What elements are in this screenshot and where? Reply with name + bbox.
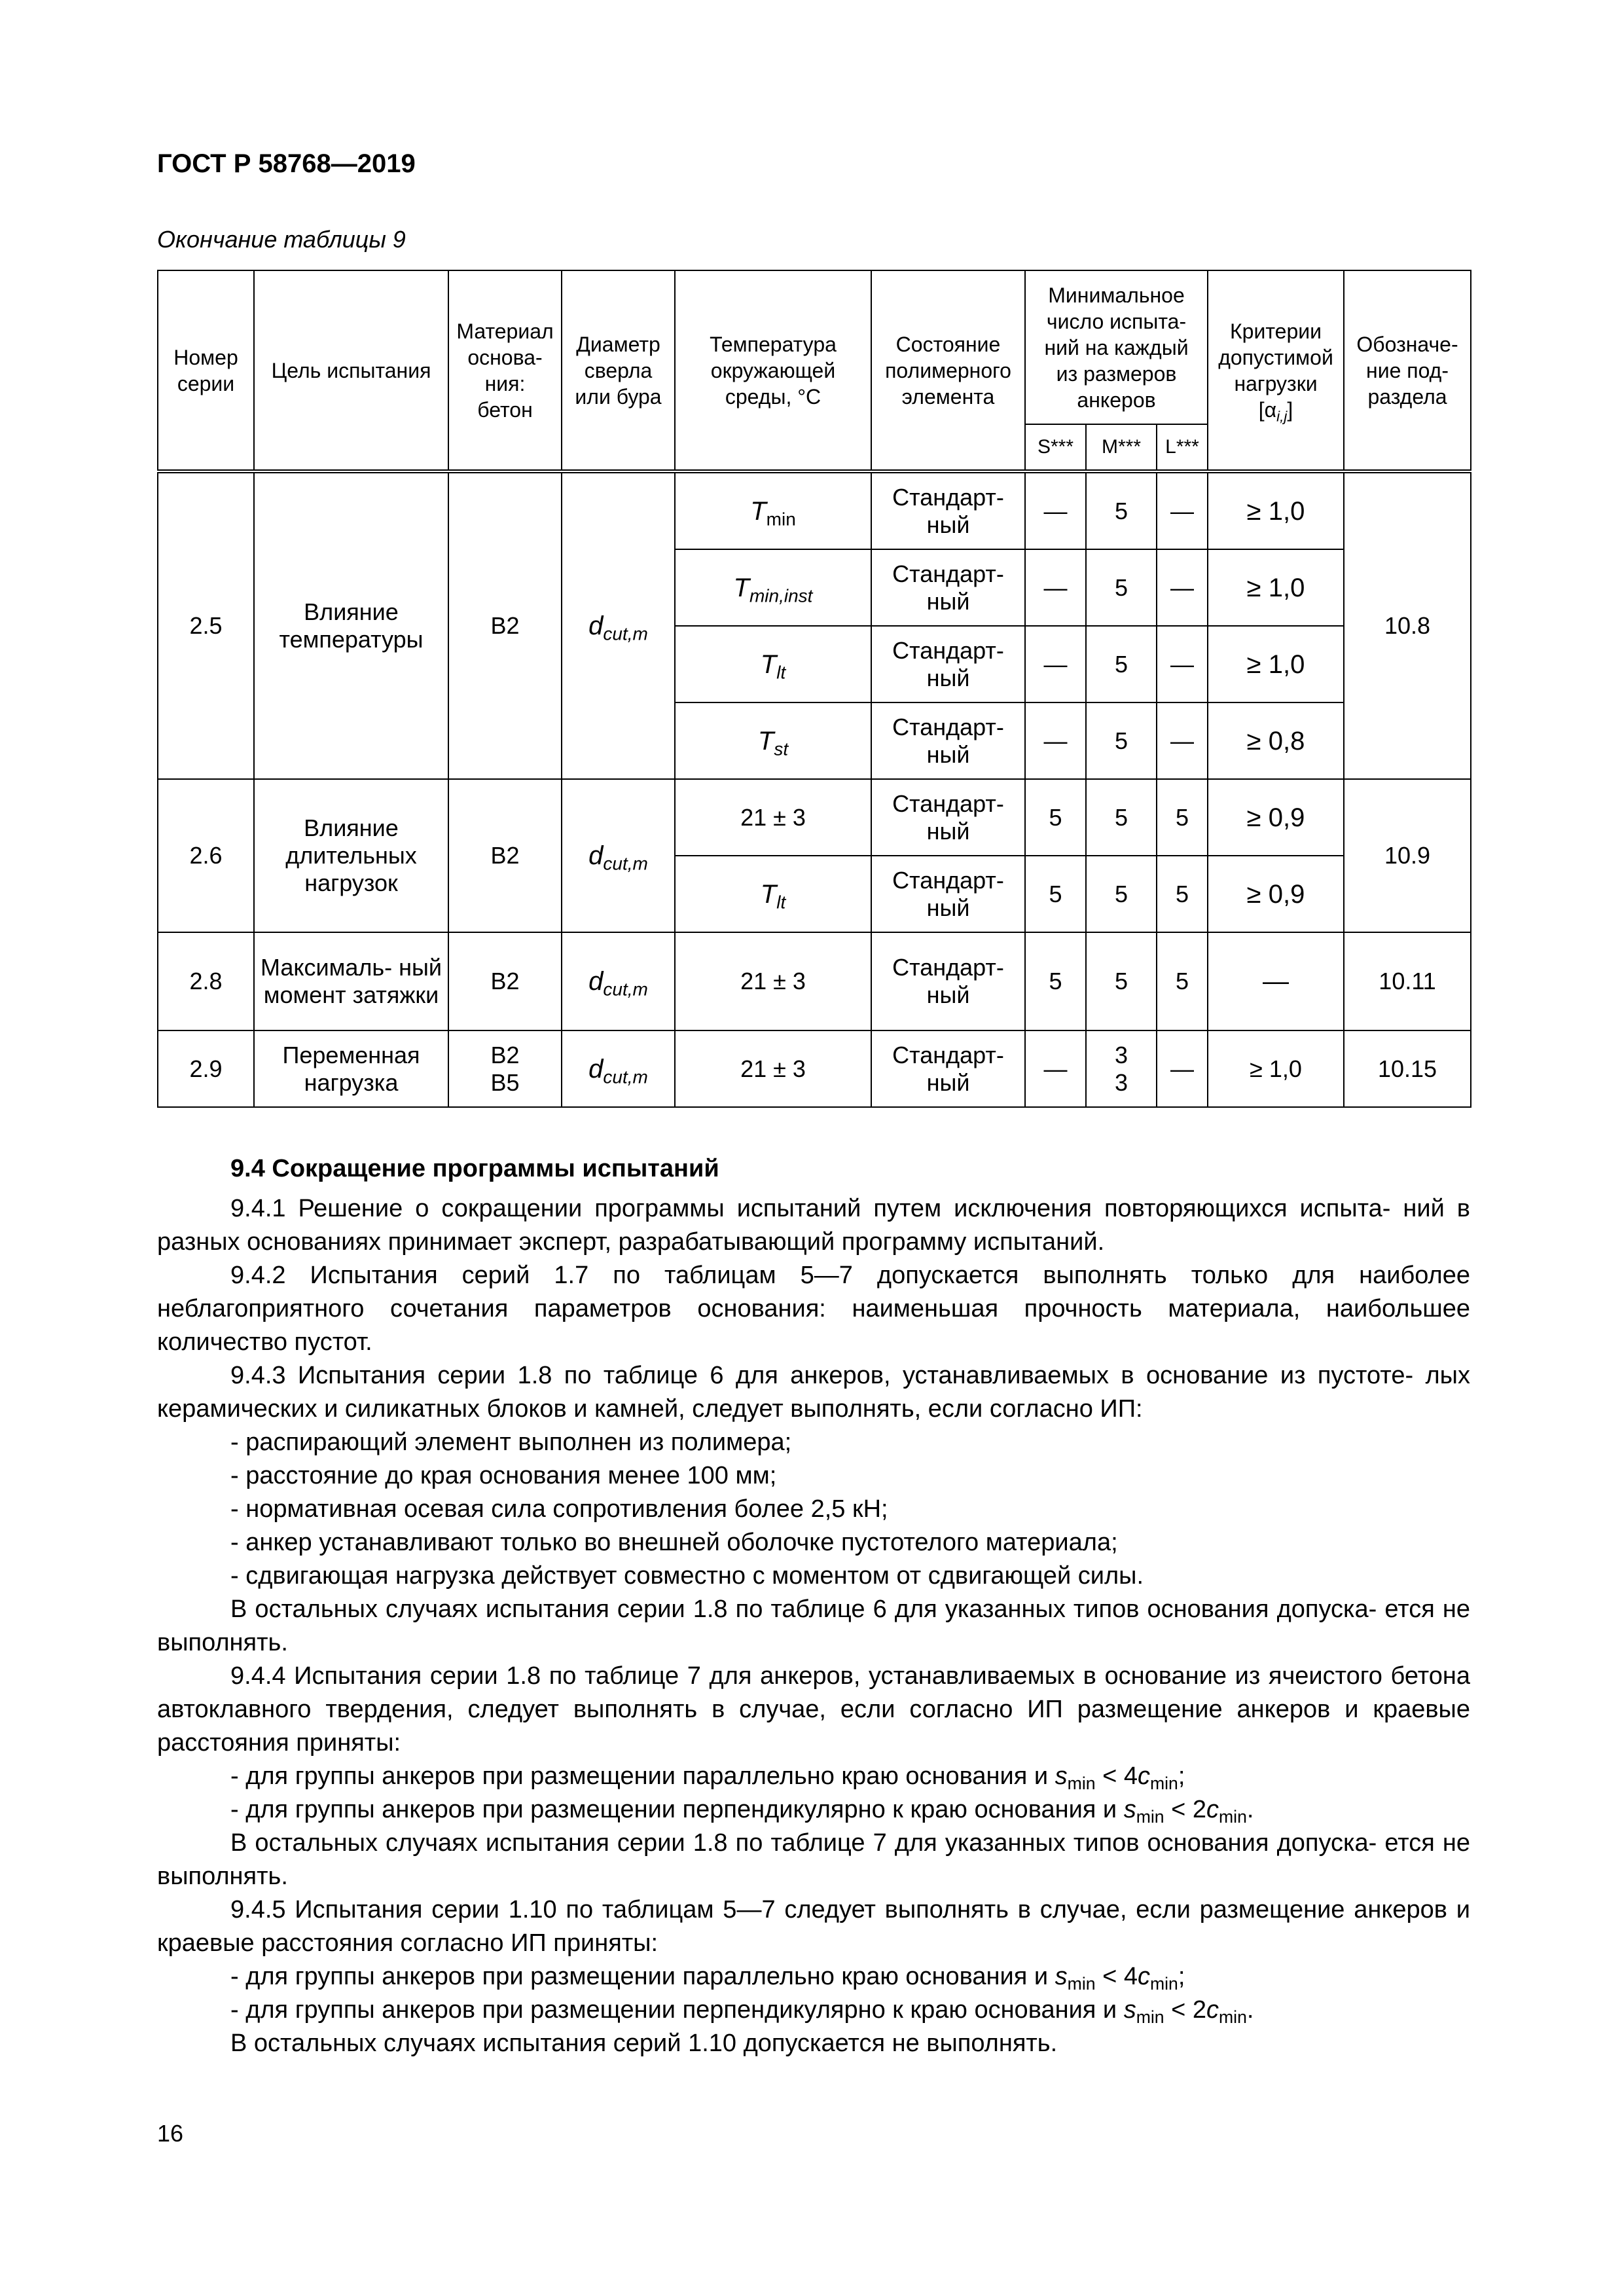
goal-cell: Переменная нагрузка [254, 1030, 448, 1107]
subsection-cell: 10.11 [1344, 932, 1471, 1030]
list-item: - анкер устанавливают только во внешней оболочке пустотелого материала; [230, 1529, 1118, 1556]
criteria-cell: ≥ 0,9 [1208, 856, 1344, 932]
header-diameter: Диаметр сверла или бура [562, 270, 675, 471]
paragraph-9-4-4: 9.4.4 Испытания серии 1.8 по таблице 7 для анкеров, устанавливаемых в основание из ячеистого бетона автоклавного твердения, следует выполнять в случае, если согласно ИП размещение анкеров и краевые расстояния приняты: [157, 1662, 1470, 1757]
header-series: Номер серии [158, 270, 254, 471]
goal-cell: Максималь- ный момент затяжки [254, 932, 448, 1030]
header-state: Состояние полимерного элемента [871, 270, 1025, 471]
material-cell: B2 [448, 932, 562, 1030]
document-code: ГОСТ Р 58768—2019 [157, 149, 416, 178]
state-cell: Стандарт- ный [871, 932, 1025, 1030]
size-s-cell: — [1025, 626, 1086, 702]
list-item: - для группы анкеров при размещении параллельно краю основания и $s_{min} < 4c_{min}$; [230, 1762, 1185, 1793]
temperature-cell: $T_{lt}$ [675, 856, 871, 932]
size-l-cell: — [1157, 626, 1208, 702]
size-s-cell: — [1025, 702, 1086, 779]
paragraph-9-4-5: 9.4.5 Испытания серии 1.10 по таблицам 5—7 следует выполнять в случае, если размещение анкеров и краевые расстояния согласно ИП приняты: [157, 1896, 1470, 1957]
temperature-cell: $T_{min,inst}$ [675, 549, 871, 626]
header-criteria: Критерии допустимой нагрузки $[\alpha_{i,j}]$ [1208, 270, 1344, 471]
criteria-cell: ≥ 1,0 [1208, 471, 1344, 549]
state-cell: Стандарт- ный [871, 702, 1025, 779]
list-item: - сдвигающая нагрузка действует совместно с моментом от сдвигающей силы. [230, 1562, 1144, 1590]
size-l-cell: 5 [1157, 932, 1208, 1030]
header-size-m: M*** [1086, 424, 1157, 471]
subsection-cell: 10.9 [1344, 779, 1471, 932]
section-heading: 9.4 Сокращение программы испытаний [230, 1155, 719, 1182]
paragraph-9-4-5-end: В остальных случаях испытания серий 1.10 допускается не выполнять. [230, 2030, 1058, 2057]
criteria-cell: ≥ 0,9 [1208, 779, 1344, 856]
paragraph-9-4-2: 9.4.2 Испытания серий 1.7 по таблицам 5—7 допускается выполнять только для наиболее неблагоприятного сочетания параметров основания: наименьшая прочность материала, наибольшее количество пустот. [157, 1262, 1470, 1356]
size-l-cell: 5 [1157, 779, 1208, 856]
diameter-cell: $d_{cut,m}$ [562, 932, 675, 1030]
list-item: - расстояние до края основания менее 100 мм; [230, 1462, 777, 1489]
header-size-l: L*** [1157, 424, 1208, 471]
header-size-s: S*** [1025, 424, 1086, 471]
header-material: Материал основа- ния: бетон [448, 270, 562, 471]
state-cell: Стандарт- ный [871, 779, 1025, 856]
size-l-cell: — [1157, 702, 1208, 779]
diameter-cell: $d_{cut,m}$ [562, 1030, 675, 1107]
state-cell: Стандарт- ный [871, 1030, 1025, 1107]
size-s-cell: — [1025, 471, 1086, 549]
size-m-cell: 5 [1086, 549, 1157, 626]
list-item: - для группы анкеров при размещении параллельно краю основания и $s_{min} < 4c_{min}$; [230, 1963, 1185, 1994]
size-m-cell: 5 [1086, 932, 1157, 1030]
criteria-cell: — [1208, 932, 1344, 1030]
section-9-4 [157, 1152, 1470, 2060]
size-l-cell: 5 [1157, 856, 1208, 932]
temperature-cell: 21 ± 3 [675, 1030, 871, 1107]
size-s-cell: — [1025, 1030, 1086, 1107]
size-s-cell: 5 [1025, 856, 1086, 932]
size-s-cell: 5 [1025, 779, 1086, 856]
paragraph-9-4-4-end: В остальных случаях испытания серии 1.8 по таблице 7 для указанных типов основания допуска- ется не выполнять. [157, 1829, 1470, 1890]
criteria-cell: ≥ 0,8 [1208, 702, 1344, 779]
header-subsection: Обозначе- ние под- раздела [1344, 270, 1471, 471]
list-item: - для группы анкеров при размещении перпендикулярно к краю основания и $s_{min} < 2c_{min}$. [230, 1796, 1254, 1827]
size-m-cell: 5 [1086, 626, 1157, 702]
header-min-tests: Минимальное число испыта- ний на каждый из размеров анкеров [1025, 270, 1208, 424]
size-l-cell: — [1157, 1030, 1208, 1107]
temperature-cell: $T_{lt}$ [675, 626, 871, 702]
temperature-cell: 21 ± 3 [675, 779, 871, 856]
size-m-cell: 5 [1086, 471, 1157, 549]
series-cell: 2.6 [158, 779, 254, 932]
material-cell: B2 B5 [448, 1030, 562, 1107]
page-number: 16 [157, 2120, 184, 2147]
criteria-cell: ≥ 1,0 [1208, 626, 1344, 702]
table-row [158, 932, 1471, 1030]
temperature-cell: $T_{st}$ [675, 702, 871, 779]
list-item: - нормативная осевая сила сопротивления более 2,5 кН; [230, 1495, 888, 1523]
table-9 [157, 270, 1471, 1108]
diameter-cell: $d_{cut,m}$ [562, 779, 675, 932]
size-s-cell: 5 [1025, 932, 1086, 1030]
subsection-cell: 10.8 [1344, 471, 1471, 779]
paragraph-9-4-3-end: В остальных случаях испытания серии 1.8 по таблице 6 для указанных типов основания допуска- ется не выполнять. [157, 1595, 1470, 1656]
temperature-cell: $T_{min}$ [675, 471, 871, 549]
series-cell: 2.5 [158, 471, 254, 779]
table-row [158, 471, 1471, 549]
size-m-cell: 5 [1086, 779, 1157, 856]
table-row [158, 779, 1471, 856]
paragraph-9-4-1: 9.4.1 Решение о сокращении программы испытаний путем исключения повторяющихся испыта- ний в разных основаниях принимает эксперт, разрабатывающий программу испытаний. [157, 1195, 1470, 1256]
size-m-cell: 5 [1086, 856, 1157, 932]
table-row [158, 1030, 1471, 1107]
header-goal: Цель испытания [254, 270, 448, 471]
material-cell: B2 [448, 779, 562, 932]
temperature-cell: 21 ± 3 [675, 932, 871, 1030]
size-s-cell: — [1025, 549, 1086, 626]
goal-cell: Влияние длительных нагрузок [254, 779, 448, 932]
size-m-cell: 3 3 [1086, 1030, 1157, 1107]
material-cell: B2 [448, 471, 562, 779]
size-l-cell: — [1157, 471, 1208, 549]
state-cell: Стандарт- ный [871, 626, 1025, 702]
header-temperature: Температура окружающей среды, °С [675, 270, 871, 471]
list-item: - для группы анкеров при размещении перпендикулярно к краю основания и $s_{min} < 2c_{min}$. [230, 1996, 1254, 2027]
series-cell: 2.9 [158, 1030, 254, 1107]
series-cell: 2.8 [158, 932, 254, 1030]
table-caption: Окончание таблицы 9 [157, 226, 406, 253]
paragraph-9-4-3: 9.4.3 Испытания серии 1.8 по таблице 6 для анкеров, устанавливаемых в основание из пустоте- лых керамических и силикатных блоков и камней, следует выполнять, если согласно ИП: [157, 1362, 1470, 1423]
diameter-cell: $d_{cut,m}$ [562, 471, 675, 779]
list-item: - распирающий элемент выполнен из полимера; [230, 1429, 792, 1456]
size-l-cell: — [1157, 549, 1208, 626]
subsection-cell: 10.15 [1344, 1030, 1471, 1107]
state-cell: Стандарт- ный [871, 549, 1025, 626]
state-cell: Стандарт- ный [871, 471, 1025, 549]
goal-cell: Влияние температуры [254, 471, 448, 779]
state-cell: Стандарт- ный [871, 856, 1025, 932]
criteria-cell: ≥ 1,0 [1208, 1030, 1344, 1107]
size-m-cell: 5 [1086, 702, 1157, 779]
criteria-cell: ≥ 1,0 [1208, 549, 1344, 626]
